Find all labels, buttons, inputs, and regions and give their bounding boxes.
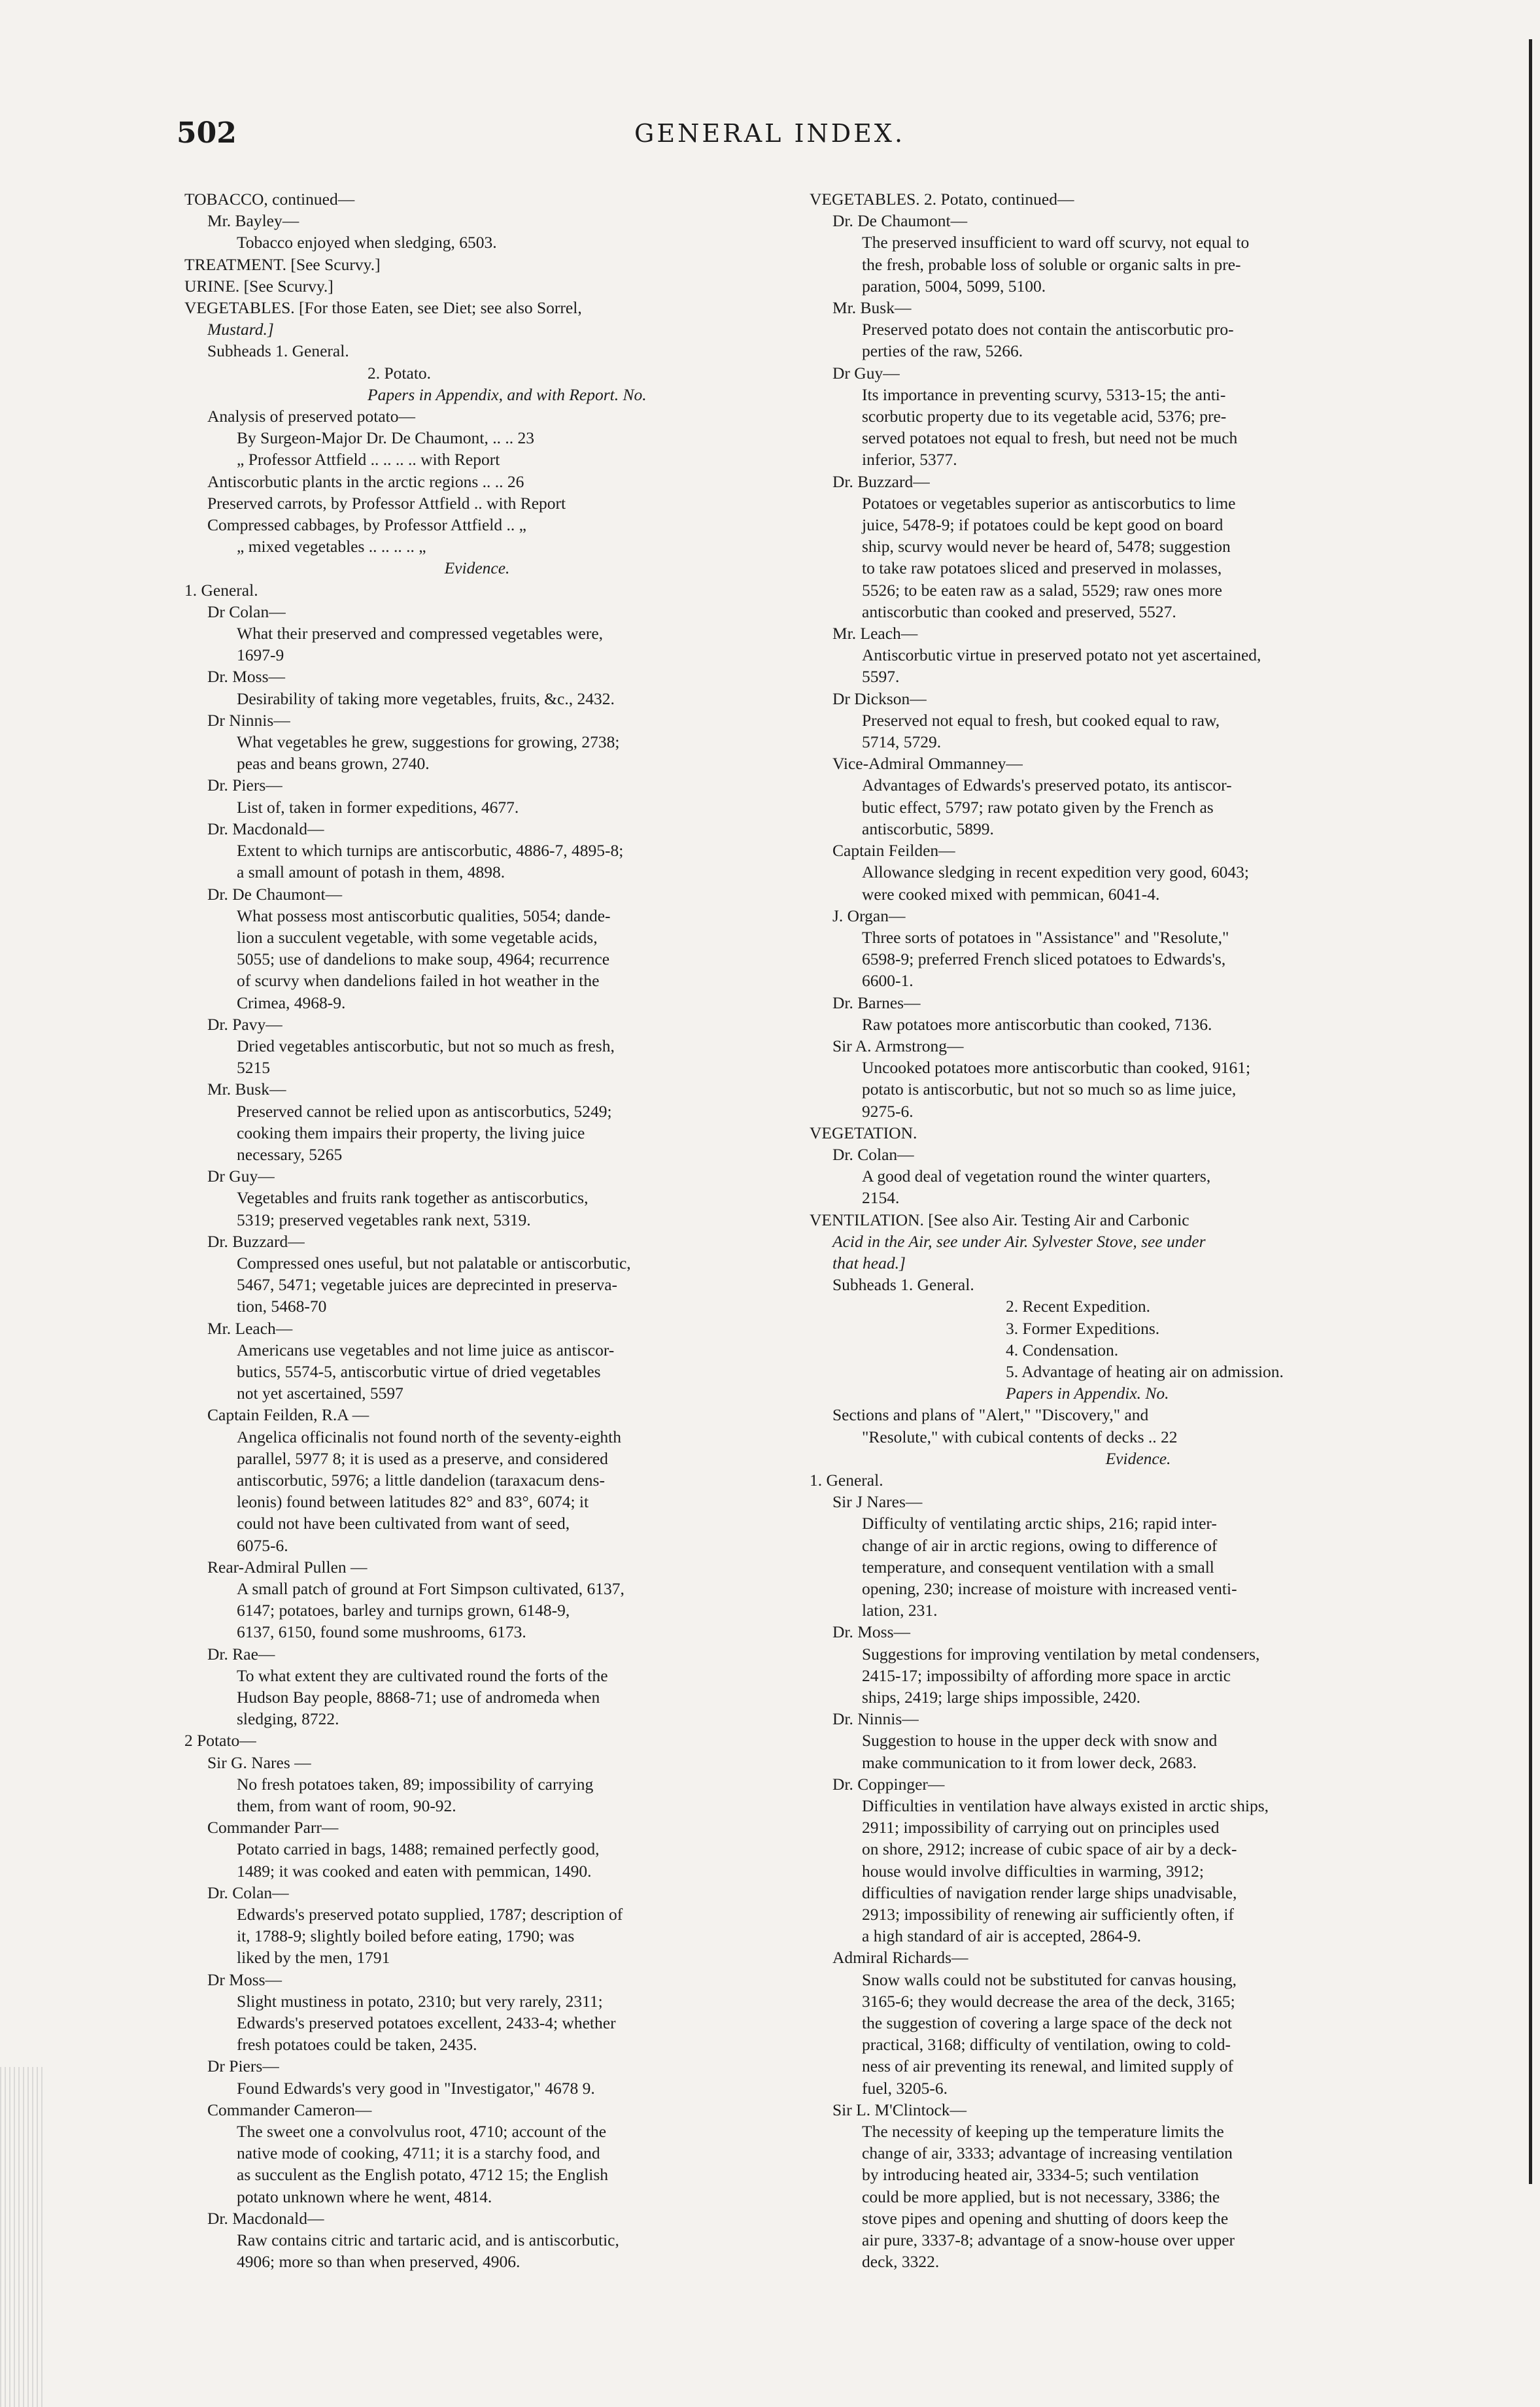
index-line: Commander Parr—: [207, 1818, 339, 1837]
index-line: 5319; preserved vegetables rank next, 5319.: [237, 1210, 531, 1229]
index-line: Desirability of taking more vegetables, fruits, &c., 2432.: [237, 689, 615, 708]
index-line: 1. General.: [184, 580, 258, 600]
index-line: Analysis of preserved potato—: [207, 407, 415, 426]
index-line: tion, 5468-70: [237, 1297, 327, 1316]
index-line: 2. Recent Expedition.: [1006, 1297, 1150, 1316]
index-line: 5597.: [862, 667, 900, 687]
index-line: Allowance sledging in recent expedition very good, 6043;: [862, 862, 1250, 882]
index-line: 6137, 6150, found some mushrooms, 6173.: [237, 1622, 526, 1642]
index-line: List of, taken in former expeditions, 4677.: [237, 797, 519, 817]
index-line: VEGETABLES. [For those Eaten, see Diet; see also Sorrel,: [184, 298, 582, 318]
index-line: antiscorbutic, 5899.: [862, 819, 994, 838]
index-line: Preserved cannot be relied upon as antiscorbutics, 5249;: [237, 1101, 612, 1121]
index-line: 5467, 5471; vegetable juices are deprecinted in preserva-: [237, 1275, 618, 1295]
running-title: GENERAL INDEX.: [634, 119, 906, 148]
index-line: Vice-Admiral Ommanney—: [832, 754, 1023, 774]
index-line: Dr. Macdonald—: [207, 819, 324, 838]
index-line: TOBACCO, continued—: [184, 190, 355, 209]
index-line: Dr. Colan—: [832, 1144, 914, 1164]
index-line: fresh potatoes could be taken, 2435.: [237, 2035, 477, 2055]
index-line: difficulties of navigation render large ships unadvisable,: [862, 1883, 1237, 1902]
index-line: 2913; impossibility of renewing air sufficiently often, if: [862, 1905, 1234, 1924]
index-line: Dr. Moss—: [207, 667, 286, 687]
index-line: juice, 5478-9; if potatoes could be kept good on board: [862, 515, 1223, 535]
index-line: Dr. De Chaumont—: [207, 884, 343, 904]
index-line: 6147; potatoes, barley and turnips grown, 6148-9,: [237, 1601, 570, 1620]
index-line: Dr Ninnis—: [207, 710, 290, 730]
index-line: Antiscorbutic virtue in preserved potato not yet ascertained,: [862, 645, 1261, 665]
index-line: Mr. Leach—: [832, 624, 918, 643]
index-line: 5526; to be eaten raw as a salad, 5529; raw ones more: [862, 580, 1222, 600]
index-column-right: [810, 188, 1467, 2273]
index-line: Evidence.: [444, 558, 510, 578]
index-line: change of air in arctic regions, owing to difference of: [862, 1535, 1218, 1555]
index-line: Uncooked potatoes more antiscorbutic than cooked, 9161;: [862, 1058, 1251, 1078]
index-line: could be more applied, but is not necessary, 3386; the: [862, 2187, 1220, 2206]
index-line: cooking them impairs their property, the living juice: [237, 1123, 585, 1142]
index-line: Dr Piers—: [207, 2057, 279, 2076]
index-line: 4. Condensation.: [1006, 1340, 1119, 1359]
index-line: Dr Dickson—: [832, 689, 927, 708]
index-line: J. Organ—: [832, 906, 906, 925]
index-line: butics, 5574-5, antiscorbutic virtue of dried vegetables: [237, 1361, 601, 1381]
index-line: 3165-6; they would decrease the area of the deck, 3165;: [862, 1991, 1235, 2011]
index-line: Dr. Pavy—: [207, 1014, 282, 1034]
index-line: Evidence.: [1105, 1448, 1171, 1468]
index-line: Sections and plans of "Alert," "Discovery," and: [832, 1405, 1149, 1425]
index-line: sledging, 8722.: [237, 1709, 339, 1729]
index-line: liked by the men, 1791: [237, 1948, 390, 1968]
page-edge-rule: [1529, 39, 1532, 2184]
index-line: 5215: [237, 1058, 270, 1078]
index-line: to take raw potatoes sliced and preserved in molasses,: [862, 558, 1222, 578]
index-line: Edwards's preserved potato supplied, 1787; description of: [237, 1905, 623, 1924]
index-line: native mode of cooking, 4711; it is a starchy food, and: [237, 2143, 600, 2163]
index-line: Hudson Bay people, 8868-71; use of andromeda when: [237, 1688, 600, 1707]
index-line: were cooked mixed with pemmican, 6041-4.: [862, 884, 1160, 904]
index-line: Dr. Coppinger—: [832, 1774, 945, 1794]
index-line: as succulent as the English potato, 4712 15; the English: [237, 2165, 608, 2185]
index-line: The necessity of keeping up the temperature limits the: [862, 2122, 1224, 2142]
index-line: ship, scurvy would never be heard of, 5478; suggestion: [862, 537, 1231, 556]
index-line: Mustard.]: [207, 320, 274, 339]
index-line: Snow walls could not be substituted for canvas housing,: [862, 1970, 1237, 1989]
index-line: Potato carried in bags, 1488; remained perfectly good,: [237, 1839, 600, 1859]
index-line: Dr Colan—: [207, 602, 286, 621]
index-line: ships, 2419; large ships impossible, 2420.: [862, 1688, 1140, 1707]
index-line: Compressed cabbages, by Professor Attfield .. „: [207, 515, 526, 535]
page-header: [177, 116, 1341, 162]
index-line: Dr. Ninnis—: [832, 1709, 919, 1729]
index-line: Slight mustiness in potato, 2310; but very rarely, 2311;: [237, 1991, 603, 2011]
index-line: 9275-6.: [862, 1101, 914, 1121]
index-line: inferior, 5377.: [862, 450, 957, 469]
index-line: stove pipes and opening and shutting of doors keep the: [862, 2208, 1229, 2228]
index-line: Sir A. Armstrong—: [832, 1036, 964, 1055]
index-line: butic effect, 5797; raw potato given by the French as: [862, 797, 1214, 817]
index-line: could not have been cultivated from want of seed,: [237, 1514, 570, 1533]
index-line: Suggestion to house in the upper deck with snow and: [862, 1731, 1218, 1750]
index-line: lation, 231.: [862, 1601, 938, 1620]
index-line: 3. Former Expeditions.: [1006, 1318, 1160, 1338]
index-line: Edwards's preserved potatoes excellent, 2433-4; whether: [237, 2013, 616, 2033]
index-line: air pure, 3337-8; advantage of a snow-house over upper: [862, 2230, 1235, 2250]
index-line: TREATMENT. [See Scurvy.]: [184, 254, 381, 274]
index-line: Dr. De Chaumont—: [832, 211, 968, 231]
index-line: antiscorbutic than cooked and preserved, 5527.: [862, 602, 1176, 621]
page-number: 502: [177, 116, 237, 150]
index-line: Dr. Barnes—: [832, 993, 921, 1012]
index-line: Mr. Leach—: [207, 1318, 293, 1338]
index-line: Preserved potato does not contain the antiscorbutic pro-: [862, 320, 1234, 339]
index-line: on shore, 2912; increase of cubic space of air by a deck-: [862, 1839, 1237, 1859]
index-line: the suggestion of covering a large space of the deck not: [862, 2013, 1233, 2033]
index-line: What their preserved and compressed vegetables were,: [237, 624, 604, 643]
index-line: By Surgeon-Major Dr. De Chaumont, .. .. 23: [237, 428, 534, 448]
index-line: Suggestions for improving ventilation by metal condensers,: [862, 1644, 1260, 1664]
index-line: 2. Potato.: [368, 363, 432, 383]
index-line: VENTILATION. [See also Air. Testing Air and Carbonic: [810, 1210, 1189, 1229]
index-line: 2 Potato—: [184, 1731, 256, 1750]
index-line: the fresh, probable loss of soluble or organic salts in pre-: [862, 254, 1241, 274]
index-line: 2415-17; impossibilty of affording more space in arctic: [862, 1665, 1231, 1685]
index-line: „ mixed vegetables .. .. .. .. „: [237, 537, 426, 556]
index-line: opening, 230; increase of moisture with increased venti-: [862, 1579, 1237, 1598]
index-column-left: [184, 188, 770, 2273]
index-line: house would involve difficulties in warming, 3912;: [862, 1861, 1204, 1881]
index-line: Vegetables and fruits rank together as antiscorbutics,: [237, 1188, 589, 1208]
index-line: 5714, 5729.: [862, 732, 942, 752]
index-line: potato is antiscorbutic, but not so much so as lime juice,: [862, 1080, 1237, 1099]
index-line: paration, 5004, 5099, 5100.: [862, 276, 1046, 296]
index-line: Preserved carrots, by Professor Attfield .. with Report: [207, 493, 566, 513]
index-line: parallel, 5977 8; it is used as a preserve, and considered: [237, 1448, 608, 1468]
index-line: Dr. Buzzard—: [832, 471, 930, 491]
index-line: 5055; use of dandelions to make soup, 4964; recurrence: [237, 949, 610, 969]
index-line: lion a succulent vegetable, with some vegetable acids,: [237, 927, 598, 947]
index-line: Sir L. M'Clintock—: [832, 2100, 967, 2119]
index-line: Extent to which turnips are antiscorbutic, 4886-7, 4895-8;: [237, 841, 624, 861]
index-line: 1697-9: [237, 645, 284, 665]
index-line: Sir G. Nares —: [207, 1752, 311, 1772]
index-line: 2154.: [862, 1188, 900, 1208]
index-line: 6600-1.: [862, 971, 914, 991]
index-line: Subheads 1. General.: [207, 341, 349, 361]
index-line: Raw contains citric and tartaric acid, and is antiscorbutic,: [237, 2230, 619, 2250]
index-line: Rear-Admiral Pullen —: [207, 1557, 368, 1577]
index-line: Mr. Busk—: [207, 1080, 286, 1099]
index-line: perties of the raw, 5266.: [862, 341, 1023, 361]
index-line: Potatoes or vegetables superior as antiscorbutics to lime: [862, 493, 1236, 513]
index-line: 1489; it was cooked and eaten with pemmican, 1490.: [237, 1861, 592, 1881]
index-line: Commander Cameron—: [207, 2100, 372, 2119]
index-line: practical, 3168; difficulty of ventilation, owing to cold-: [862, 2035, 1231, 2055]
index-line: To what extent they are cultivated round the forts of the: [237, 1665, 608, 1685]
index-line: Three sorts of potatoes in "Assistance" and "Resolute,": [862, 927, 1229, 947]
index-line: Dr. Piers—: [207, 776, 282, 795]
index-line: A small patch of ground at Fort Simpson cultivated, 6137,: [237, 1579, 625, 1598]
index-line: VEGETATION.: [810, 1123, 917, 1142]
index-line: potato unknown where he went, 4814.: [237, 2187, 492, 2206]
index-line: A good deal of vegetation round the winter quarters,: [862, 1167, 1211, 1186]
index-line: Captain Feilden, R.A —: [207, 1405, 369, 1425]
index-line: Dr Guy—: [832, 363, 900, 383]
index-line: of scurvy when dandelions failed in hot weather in the: [237, 971, 600, 991]
index-line: necessary, 5265: [237, 1144, 343, 1164]
index-line: Angelica officinalis not found north of the seventy-eighth: [237, 1427, 622, 1446]
index-line: Acid in the Air, see under Air. Sylvester Stove, see under: [832, 1231, 1206, 1251]
index-line: 6598-9; preferred French sliced potatoes to Edwards's,: [862, 949, 1226, 969]
index-line: What possess most antiscorbutic qualities, 5054; dande-: [237, 906, 611, 925]
index-line: Dr. Moss—: [832, 1622, 911, 1642]
index-line: Compressed ones useful, but not palatable or antiscorbutic,: [237, 1253, 631, 1272]
index-line: 1. General.: [810, 1470, 883, 1490]
index-line: The sweet one a convolvulus root, 4710; account of the: [237, 2122, 607, 2142]
index-line: 2911; impossibility of carrying out on principles used: [862, 1818, 1220, 1837]
index-line: Difficulty of ventilating arctic ships, 216; rapid inter-: [862, 1514, 1217, 1533]
index-line: Raw potatoes more antiscorbutic than cooked, 7136.: [862, 1014, 1212, 1034]
index-line: VEGETABLES. 2. Potato, continued—: [810, 190, 1074, 209]
index-line: ness of air preventing its renewal, and limited supply of: [862, 2057, 1233, 2076]
index-line: The preserved insufficient to ward off scurvy, not equal to: [862, 233, 1250, 252]
index-line: „ Professor Attfield .. .. .. .. with Report: [237, 450, 500, 469]
index-line: Dr. Colan—: [207, 1883, 289, 1902]
index-line: Americans use vegetables and not lime juice as antiscor-: [237, 1340, 615, 1359]
index-line: What vegetables he grew, suggestions for growing, 2738;: [237, 732, 620, 752]
index-line: scorbutic property due to its vegetable acid, 5376; pre-: [862, 407, 1227, 426]
index-line: Antiscorbutic plants in the arctic regions .. .. 26: [207, 471, 524, 491]
index-line: Sir J Nares—: [832, 1492, 923, 1512]
index-line: Crimea, 4968-9.: [237, 993, 346, 1012]
scan-artifact: [0, 2067, 46, 2407]
index-line: a small amount of potash in them, 4898.: [237, 862, 505, 882]
index-line: peas and beans grown, 2740.: [237, 754, 430, 774]
index-line: them, from want of room, 90-92.: [237, 1796, 456, 1816]
index-line: Preserved not equal to fresh, but cooked equal to raw,: [862, 710, 1220, 730]
index-line: Its importance in preventing scurvy, 5313-15; the anti-: [862, 384, 1226, 404]
index-line: change of air, 3333; advantage of increasing ventilation: [862, 2143, 1233, 2163]
index-line: Captain Feilden—: [832, 841, 955, 861]
index-line: Mr. Bayley—: [207, 211, 299, 231]
index-line: served potatoes not equal to fresh, but need not be much: [862, 428, 1238, 448]
index-line: antiscorbutic, 5976; a little dandelion (taraxacum dens-: [237, 1470, 605, 1490]
index-line: Subheads 1. General.: [832, 1275, 974, 1295]
index-line: Dr Moss—: [207, 1970, 282, 1989]
index-line: 5. Advantage of heating air on admission.: [1006, 1361, 1284, 1381]
index-line: URINE. [See Scurvy.]: [184, 276, 334, 296]
index-line: Difficulties in ventilation have always existed in arctic ships,: [862, 1796, 1269, 1816]
index-line: "Resolute," with cubical contents of decks .. 22: [862, 1427, 1178, 1446]
index-line: Found Edwards's very good in "Investigator," 4678 9.: [237, 2078, 595, 2098]
index-line: a high standard of air is accepted, 2864-9.: [862, 1926, 1141, 1946]
index-line: Admiral Richards—: [832, 1948, 968, 1968]
index-line: Dried vegetables antiscorbutic, but not so much as fresh,: [237, 1036, 615, 1055]
index-line: deck, 3322.: [862, 2252, 940, 2272]
index-line: leonis) found between latitudes 82° and 83°, 6074; it: [237, 1492, 589, 1512]
index-line: by introducing heated air, 3334-5; such ventilation: [862, 2165, 1199, 2185]
index-line: 6075-6.: [237, 1535, 288, 1555]
index-line: Dr. Rae—: [207, 1644, 275, 1664]
index-line: make communication to it from lower deck, 2683.: [862, 1752, 1197, 1772]
index-line: it, 1788-9; slightly boiled before eating, 1790; was: [237, 1926, 575, 1946]
index-line: Dr. Macdonald—: [207, 2208, 324, 2228]
index-line: Dr. Buzzard—: [207, 1231, 305, 1251]
index-line: No fresh potatoes taken, 89; impossibility of carrying: [237, 1774, 594, 1794]
index-line: 4906; more so than when preserved, 4906.: [237, 2252, 521, 2272]
index-line: Tobacco enjoyed when sledging, 6503.: [237, 233, 497, 252]
index-line: Papers in Appendix, and with Report. No.: [368, 384, 647, 404]
index-line: fuel, 3205-6.: [862, 2078, 948, 2098]
index-line: Advantages of Edwards's preserved potato, its antiscor-: [862, 776, 1232, 795]
index-line: Mr. Busk—: [832, 298, 912, 318]
index-line: temperature, and consequent ventilation with a small: [862, 1557, 1214, 1577]
index-line: that head.]: [832, 1253, 906, 1272]
index-line: Papers in Appendix. No.: [1006, 1384, 1169, 1403]
index-line: not yet ascertained, 5597: [237, 1384, 403, 1403]
index-line: Dr Guy—: [207, 1167, 275, 1186]
